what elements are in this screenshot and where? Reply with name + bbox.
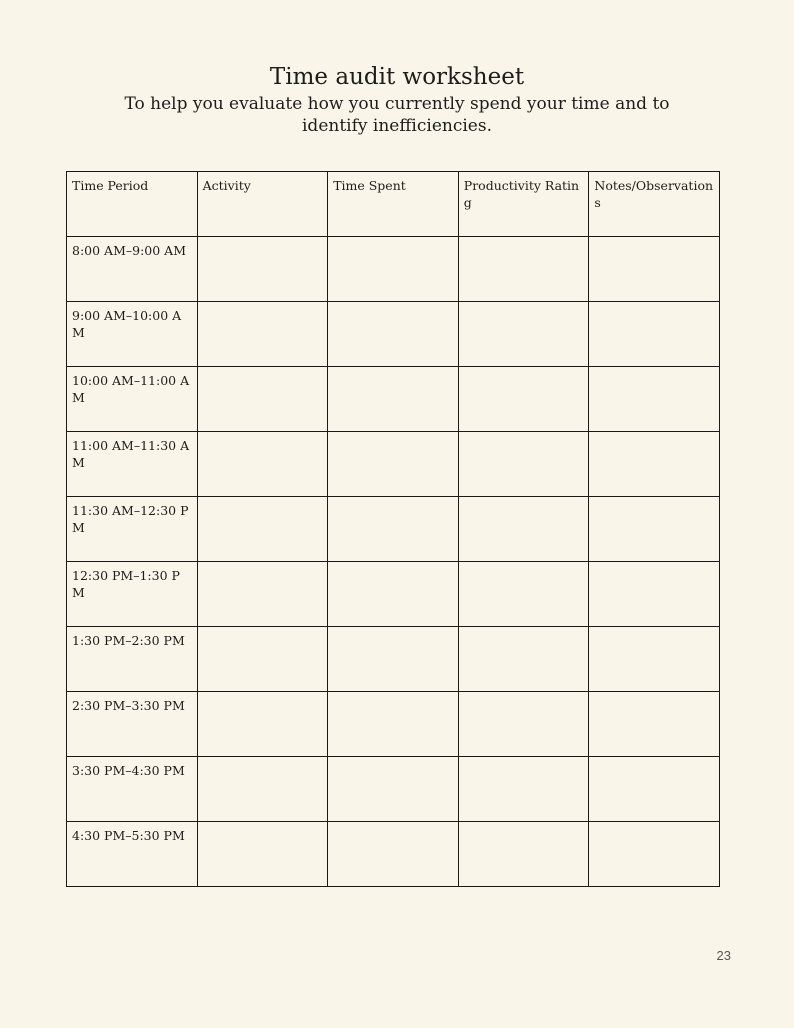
- notes-cell[interactable]: [589, 562, 720, 627]
- page-title: Time audit worksheet: [269, 64, 525, 90]
- notes-cell[interactable]: [589, 367, 720, 432]
- time-period-cell: 10:00 AM–11:00 AM: [67, 367, 198, 432]
- time-period-cell: 11:00 AM–11:30 AM: [67, 432, 198, 497]
- activity-cell[interactable]: [197, 432, 328, 497]
- header-productivity-rating: Productivity Rating: [458, 172, 589, 237]
- page-subtitle: To help you evaluate how you currently spend your time and to identify inefficiencies.: [124, 94, 670, 136]
- productivity-rating-cell[interactable]: [458, 367, 589, 432]
- productivity-rating-cell[interactable]: [458, 627, 589, 692]
- time-spent-cell[interactable]: [328, 237, 459, 302]
- header-time-period: Time Period: [67, 172, 198, 237]
- productivity-rating-cell[interactable]: [458, 432, 589, 497]
- time-period-cell: 9:00 AM–10:00 AM: [67, 302, 198, 367]
- table-row: [67, 562, 720, 627]
- time-spent-cell[interactable]: [328, 692, 459, 757]
- time-spent-cell[interactable]: [328, 497, 459, 562]
- time-spent-cell[interactable]: [328, 367, 459, 432]
- table-row: [67, 757, 720, 822]
- time-period-cell: 4:30 PM–5:30 PM: [67, 822, 198, 887]
- table-body: [67, 237, 720, 887]
- notes-cell[interactable]: [589, 237, 720, 302]
- time-spent-cell[interactable]: [328, 432, 459, 497]
- activity-cell[interactable]: [197, 757, 328, 822]
- activity-cell[interactable]: [197, 237, 328, 302]
- table-row: [67, 237, 720, 302]
- time-spent-cell[interactable]: [328, 627, 459, 692]
- activity-cell[interactable]: [197, 822, 328, 887]
- time-spent-cell[interactable]: [328, 302, 459, 367]
- time-period-cell: 8:00 AM–9:00 AM: [67, 237, 198, 302]
- table-row: [67, 432, 720, 497]
- header-notes-observations: Notes/Observations: [589, 172, 720, 237]
- activity-cell[interactable]: [197, 367, 328, 432]
- activity-cell[interactable]: [197, 692, 328, 757]
- activity-cell[interactable]: [197, 562, 328, 627]
- time-period-cell: 11:30 AM–12:30 PM: [67, 497, 198, 562]
- header-activity: Activity: [197, 172, 328, 237]
- page-number: 23: [716, 948, 731, 963]
- productivity-rating-cell[interactable]: [458, 822, 589, 887]
- notes-cell[interactable]: [589, 692, 720, 757]
- activity-cell[interactable]: [197, 497, 328, 562]
- table-row: [67, 497, 720, 562]
- productivity-rating-cell[interactable]: [458, 237, 589, 302]
- table-row: [67, 692, 720, 757]
- table-header-row: [67, 172, 720, 237]
- table-row: [67, 627, 720, 692]
- time-period-cell: 12:30 PM–1:30 PM: [67, 562, 198, 627]
- table-row: [67, 822, 720, 887]
- productivity-rating-cell[interactable]: [458, 757, 589, 822]
- time-audit-table: [66, 171, 720, 887]
- notes-cell[interactable]: [589, 497, 720, 562]
- activity-cell[interactable]: [197, 302, 328, 367]
- time-period-cell: 3:30 PM–4:30 PM: [67, 757, 198, 822]
- table-row: [67, 302, 720, 367]
- notes-cell[interactable]: [589, 627, 720, 692]
- table-row: [67, 367, 720, 432]
- productivity-rating-cell[interactable]: [458, 302, 589, 367]
- notes-cell[interactable]: [589, 432, 720, 497]
- time-spent-cell[interactable]: [328, 822, 459, 887]
- notes-cell[interactable]: [589, 822, 720, 887]
- productivity-rating-cell[interactable]: [458, 497, 589, 562]
- notes-cell[interactable]: [589, 757, 720, 822]
- productivity-rating-cell[interactable]: [458, 692, 589, 757]
- header-time-spent: Time Spent: [328, 172, 459, 237]
- activity-cell[interactable]: [197, 627, 328, 692]
- time-period-cell: 1:30 PM–2:30 PM: [67, 627, 198, 692]
- time-spent-cell[interactable]: [328, 562, 459, 627]
- time-period-cell: 2:30 PM–3:30 PM: [67, 692, 198, 757]
- notes-cell[interactable]: [589, 302, 720, 367]
- time-spent-cell[interactable]: [328, 757, 459, 822]
- productivity-rating-cell[interactable]: [458, 562, 589, 627]
